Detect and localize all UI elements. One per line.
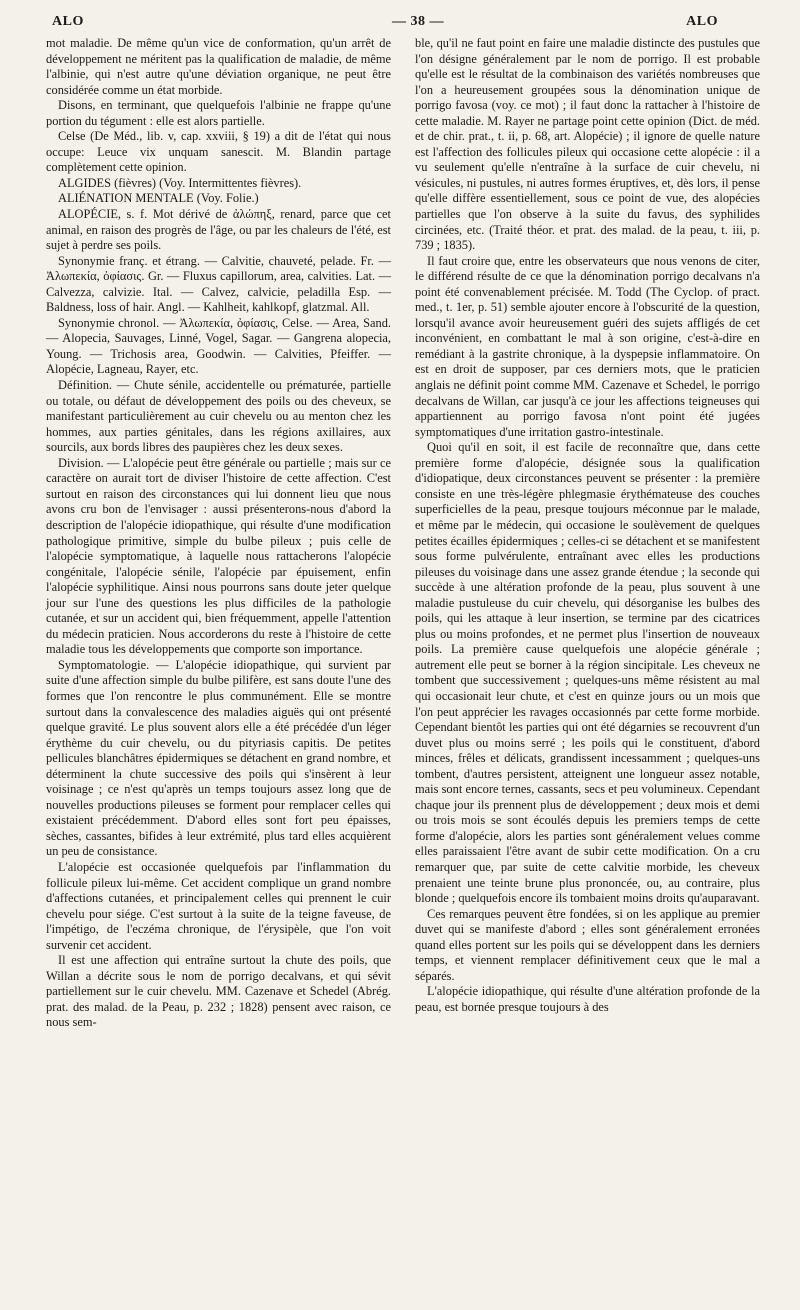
left-column <box>46 36 391 1031</box>
running-header <box>22 8 778 30</box>
paragraph: L'alopécie idiopathique, qui résulte d'une altération profonde de la peau, est bornée presque toujours à des <box>415 984 760 1014</box>
paragraph: ble, qu'il ne faut point en faire une maladie distincte des pustules que l'on désigne généralement par le nom de porrigo. Il est probable qu'elle est le résultat de la combinaison des variétés nombreuses que l'on a heureusement groupées sous la dénomination unique de porrigo favosa (voy. ce mot) ; il faut donc la rattacher à l'histoire de cette maladie. M. Rayer ne partage point cette opinion (Dict. de méd. et de chir. prat., t. ii, p. 68, art. Alopécie) ; il ignore de quelle nature est l'affection des follicules pileux qui occasione cette alopécie : il a vu seulement qu'elle n'entraîne à la surface de cuir chevelu, ni vésicules, ni pustules, ni autres formes éruptives, et, dès lors, il pense qu'elle diffère essentiellement, sous ce point de vue, des alopécies partielles que l'on observe à la suite du favus, des syphilides circinées, etc. (Traité théor. et prat. des malad. de la peau, t. iii, p. 739 ; 1835). <box>415 36 760 253</box>
symptomatologie-paragraph: Symptomatologie. — L'alopécie idiopathique, qui survient par suite d'une affection simple du bulbe pilifère, est sans doute l'une des formes que l'on rencontre le plus communément. Elle se montre surtout dans la convalescence des maladies aiguës qui ont présenté quelque gravité. Le plus souvent alors elle a été précédée d'un léger érythème du cuir chevelu, ou du pityriasis capitis. De petites pellicules blanchâtres épidermiques se détachent en grand nombre, et déterminent la chute successive des poils qui s'insèrent à leur voisinage ; ce n'est qu'après un temps toujours assez long que de nouvelles productions pileuses se forment pour remplacer celles qui existaient précédemment. D'abord elles sont fort peu épaisses, sèches, cassantes, bifides à leur extrémité, plus tard elles acquièrent un peu de consistance. <box>46 657 391 859</box>
paragraph: L'alopécie est occasionée quelquefois par l'inflammation du follicule pileux lui-même. Cet accident complique un grand nombre d'affections cutanées, et principalement celles qui prennent le cuir chevelu pour siége. C'est surtout à la suite de la teigne faveuse, de l'impétigo, de l'eczéma chronique, de l'érysipèle, que l'on voit survenir cet accident. <box>46 859 391 952</box>
page-number: — 38 — <box>392 14 444 29</box>
paragraph: Celse (De Méd., lib. v, cap. xxviii, § 19) a dit de l'état qui nous occupe: Leuce vix unquam sanescit. M. Blandin partage complètement cette opinion. <box>46 129 391 175</box>
paragraph: Quoi qu'il en soit, il est facile de reconnaître que, dans cette première forme d'alopécie, désignée sous la qualification d'idiopatique, deux circonstances peuvent se présenter : la première consiste en une très-légère phlegmasie érythémateuse des couches superficielles de la peau, presque toujours méconnue par le malade, et même par le médecin, qui occasione le soulèvement de quelques petites écailles épidermiques ; celles-ci se détachent et se manifestent sous forme pulvérulente, entraînant avec elles les productions pileuses du voisinage dans une assez grande étendue ; la seconde qui succède à une altération profonde de la peau, plus souvent à une maladie pustuleuse du cuir chevelu, qui désorganise les bulbes des poils, qui les attaque à leur insertion, se termine par des cicatrices plus ou moins profondes, et ne permet plus l'insertion de nouveaux poils. La première cause quelquefois une alopécie générale ; autrement elle peut se borner à la région sincipitale. Les cheveux ne tombent que successivement ; quelques-uns même résistent au mal qui occasionait leur chute, et c'est en quinze jours ou un mois que l'on peut apprécier les ravages occasionnés par cette forme morbide. Cependant bientôt les parties qui ont été dégarnies se recouvrent d'un duvet plus ou moins serré ; les poils qui le constituent, d'abord minces, frêles et délicats, grandissent incessamment ; quelques-uns tombent, d'autres persistent, atteignent une longueur assez notable, mais sont encore ternes, cassants, secs et peu volumineux. Cependant chaque jour ils prennent plus de développement ; deux mois et demi ou trois mois se sont écoulés depuis les premiers temps de cette forme d'alopécie, alors les parties sont généralement velues comme elles paraissaient l'être avant de subir cette modification. On a cru remarquer que, par suite de cette calvitie morbide, les cheveux prenaient une teinte brune plus prononcée, ou, au contraire, plus blonde ; quelquefois encore ils tombaient moins droits qu'auparavant. <box>415 440 760 906</box>
paragraph: Il est une affection qui entraîne surtout la chute des poils, que Willan a décrite sous le nom de porrigo decalvans, et qui sévit partiellement sur le cuir chevelu. MM. Cazenave et Schedel (Abrég. prat. des malad. de la Peau, p. 232 ; 1828) pensent avec raison, ce nous sem- <box>46 953 391 1030</box>
header-left-word: ALO <box>52 14 84 29</box>
paragraph: mot maladie. De même qu'un vice de conformation, qu'un arrêt de développement ne méritent pas la qualification de maladie, de même l'albinie, qui n'est autre qu'une déviation organique, ne peut être considérée comme un état morbide. <box>46 36 391 97</box>
paragraph: Ces remarques peuvent être fondées, si on les applique au premier duvet qui se manifeste d'abord ; elles sont généralement erronées quand elles portent sur les poils qui se développent dans les derniers temps, et viennent remplacer définitivement ceux que le mal a séparés. <box>415 906 760 983</box>
entry-alopecie: ALOPÉCIE, s. f. Mot dérivé de ἀλώπηξ, renard, parce que cet animal, en raison des progrès de l'âge, ou par les chaleurs de l'été, est sujet à perdre ses poils. <box>46 207 391 253</box>
synonymie-francaise: Synonymie franç. et étrang. — Calvitie, chauveté, pelade. Fr. — Ἀλωπεκία, ὀφίασις. Gr. — Fluxus capillorum, area, calvities. Lat. — Calvezza, calvizie. Ital. — Calvez, calvicie, peladilla Esp. — Baldness, loss of hair. Angl. — Kahlheit, kahlkopf, glatzmal. All. <box>46 253 391 315</box>
division-paragraph: Division. — L'alopécie peut être générale ou partielle ; mais sur ce caractère on aurait tort de diviser l'histoire de cette affection. C'est surtout en raison des circonstances qui lui donnent lieu que nous avons cru bon de l'envisager : aussi présenterons-nous d'abord la description de l'alopécie idiopathique, qui résulte d'une modification pathologique primitive, simple du bulbe pileux ; puis celle de l'alopécie symptomatique, à laquelle nous rattacherons l'alopécie congénitale, l'alopécie sénile, l'alopécie par épuisement, enfin l'alopécie syphilitique. Ainsi nous pourrons sans doute jeter quelque jour sur l'une des questions les plus difficiles de la pathologie cutanée, et sur un accident qui, bien fréquemment, appelle l'attention du médecin praticien. Nous accorderons du reste à l'histoire de cette maladie tous les développements que comporte son importance. <box>46 455 391 657</box>
paragraph: Disons, en terminant, que quelquefois l'albinie ne frappe qu'une portion du tégument : elle est alors partielle. <box>46 98 391 128</box>
paragraph: Il faut croire que, entre les observateurs que nous venons de citer, le différend résulte de ce que la dénomination porrigo decalvans n'a point été convenablement précisée. M. Todd (The Cyclop. of pract. med., t. 1er, p. 51) semble ajouter encore à l'obscurité de la question, lorsqu'il avance avoir heureusement guéri des sujets affligés de cet inconvénient, en combattant le mal à son origine, c'est-à-dire en remédiant à la gastrite chronique, à la dyspepsie inflammatoire. On est en droit de supposer, par ces derniers mots, que le praticien anglais ne définit point comme MM. Cazenave et Schedel, le porrigo decalvans de Willan, car jusqu'à ce jour les affections teigneuses qui appartiennent au porrigo favosa n'ont point été jugées symptomatiques d'une irritation gastro-intestinale. <box>415 253 760 439</box>
entry-algides: ALGIDES (fièvres) (Voy. Intermittentes fièvres). <box>58 175 302 190</box>
entry-alienation-mentale: ALIÉNATION MENTALE (Voy. Folie.) <box>58 191 259 206</box>
right-column <box>415 36 760 1031</box>
synonymie-chronologique: Synonymie chronol. — Ἀλωπεκία, ὀφίασις, Celse. — Area, Sand. — Alopecia, Sauvages, Linné, Vogel, Sagar. — Gangrena alopecia, Young. — Trichosis area, Goodwin. — Calvities, Pfeiffer. — Alopécie, Lagneau, Rayer, etc. <box>46 315 391 377</box>
header-right-word: ALO <box>686 14 718 29</box>
definition-paragraph: Définition. — Chute sénile, accidentelle ou prématurée, partielle ou totale, ou défaut de développement des poils ou des cheveux, se manifestant particulièrement au cuir chevelu ou au menton chez les hommes, aux parties génitales, dans les régions axillaires, aux sourcils, aux bords libres des paupières chez les deux sexes. <box>46 378 391 455</box>
two-column-body <box>46 36 760 1031</box>
